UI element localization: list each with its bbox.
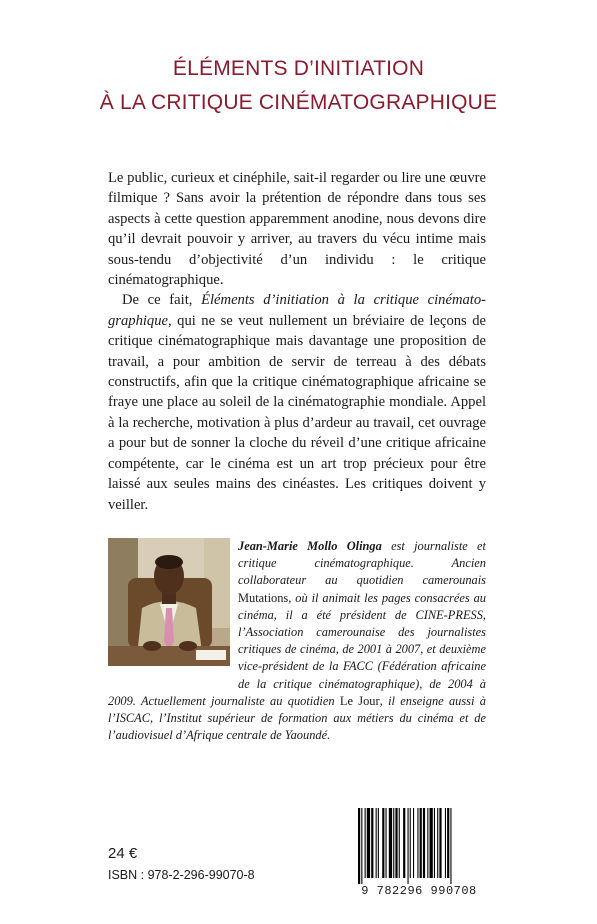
bio-part-2: , où il animait les pages consacrées au cinéma, il a été président de CINE-PRESS, l’Association camerounaise des journalistes critiques de cinéma, de 2001 à 2007, et deuxième vice-président de la FACC (Fédération africaine de la critique cinématographique), de 2004 à 2009. Actuellement journaliste au quotidien [108,590,486,708]
blurb [108,168,486,515]
title-line-2: À LA CRITIQUE CINÉMATOGRAPHIQUE [99,91,498,114]
title-line-1: ÉLÉMENTS D’INITIATION [172,57,425,80]
price: 24 € [108,845,138,862]
barcode-bars [352,808,486,884]
blurb-paragraph-2 [108,290,486,514]
photo-spacer [108,538,238,676]
blurb-paragraph-1: Le public, curieux et cinéphile, sait-il regarder ou lire une œuvre filmique ? Sans avoir la prétention de répondre dans tous ses aspects à cette question apparemment anodine, nous devons dire qu’il devrait pouvoir y arriver, au travers du vécu intime mais sous-tendu d’objectivité d’un individu : le critique cinématographique. [108,170,486,289]
newspaper-mutations: Mutations [238,590,289,605]
blurb-p2-rest: , qui ne se veut nullement un bréviaire de leçons de critique cinématographique mais davantage une proposition de travail, a pour ambition de servir de terreau à des débats constructifs, afin que la critique cinématographique africaine se fraye une place au soleil de la cinématographie mondiale. Appel à la recherche, motivation à plus d’ardeur au travail, cet ouvrage a pour but de sonner la cloche du réveil d’une critique africaine compétente, car le cinéma est un art trop précieux pour être laissé aux seules mains des cinéastes. Les critiques doivent y veiller. [108,312,486,513]
isbn: ISBN : 978-2-296-99070-8 [108,868,255,882]
blurb-p2-book-title: Éléments d’initiation à la critique cinémato-graphique [108,292,486,329]
bio-part-3: , il enseigne aussi à l’ISCAC, l’Institut supérieur de formation aux métiers du cinéma et de l’audiovisuel d’Afrique centrale de Yaoundé. [108,693,486,743]
newspaper-le-jour: Le Jour [339,693,380,708]
barcode-digits: 9 782296 990708 [361,884,477,898]
blurb-p2-start: De ce fait, [122,292,202,309]
author-name: Jean-Marie Mollo Olinga [238,539,382,553]
author-bio [108,538,486,744]
book-title [0,52,597,120]
bio-part-1: est journaliste et critique cinématographique. Ancien collaborateur au quotidien camerounais [238,539,486,588]
